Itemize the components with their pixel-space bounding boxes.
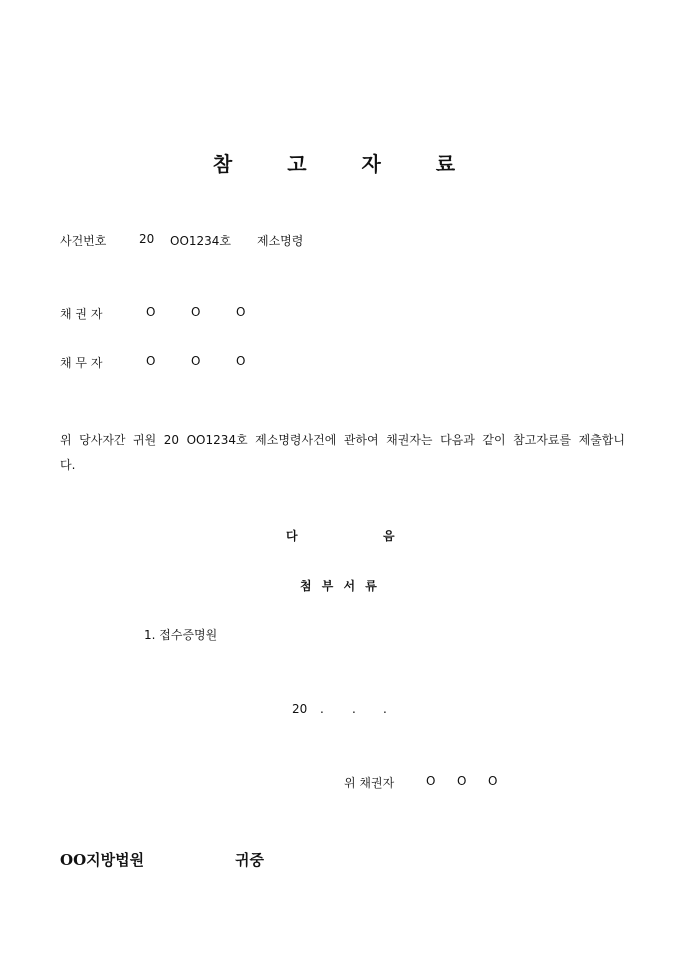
creditor-mark-1: O bbox=[146, 305, 156, 319]
signature-mark-1: O bbox=[426, 774, 436, 788]
debtor-label: 채 무 자 bbox=[60, 356, 103, 370]
case-type: 제소명령 bbox=[257, 234, 304, 248]
debtor-mark-3: O bbox=[236, 354, 246, 368]
signature-mark-3: O bbox=[488, 774, 498, 788]
creditor-mark-3: O bbox=[236, 305, 246, 319]
date-dot-1: . bbox=[320, 702, 324, 716]
signature-label: 위 채권자 bbox=[344, 776, 395, 790]
date-dot-2: . bbox=[352, 702, 356, 716]
body-paragraph: 위 당사자간 귀원 20 OO1234호 제소명령사건에 관하여 채권자는 다음과 같이 참고자료를 제출합니다. bbox=[60, 433, 625, 472]
court-honorific: 귀중 bbox=[235, 851, 264, 869]
date-dot-3: . bbox=[383, 702, 387, 716]
attachment-item: 1. 접수증명원 bbox=[144, 628, 218, 642]
case-number-label: 사건번호 bbox=[60, 234, 107, 248]
creditor-label: 채 권 자 bbox=[60, 307, 103, 321]
next-right: 음 bbox=[383, 529, 395, 543]
creditor-mark-2: O bbox=[191, 305, 201, 319]
debtor-mark-1: O bbox=[146, 354, 156, 368]
signature-mark-2: O bbox=[457, 774, 467, 788]
date-year: 20 bbox=[292, 702, 308, 716]
next-left: 다 bbox=[286, 529, 298, 543]
document-title: 참 고 자 료 bbox=[212, 152, 480, 176]
court-name: OO지방법원 bbox=[60, 851, 145, 869]
case-year: 20 bbox=[139, 232, 155, 246]
debtor-mark-2: O bbox=[191, 354, 201, 368]
case-number: OO1234호 bbox=[170, 234, 232, 248]
attachments-heading: 첨 부 서 류 bbox=[300, 579, 380, 593]
